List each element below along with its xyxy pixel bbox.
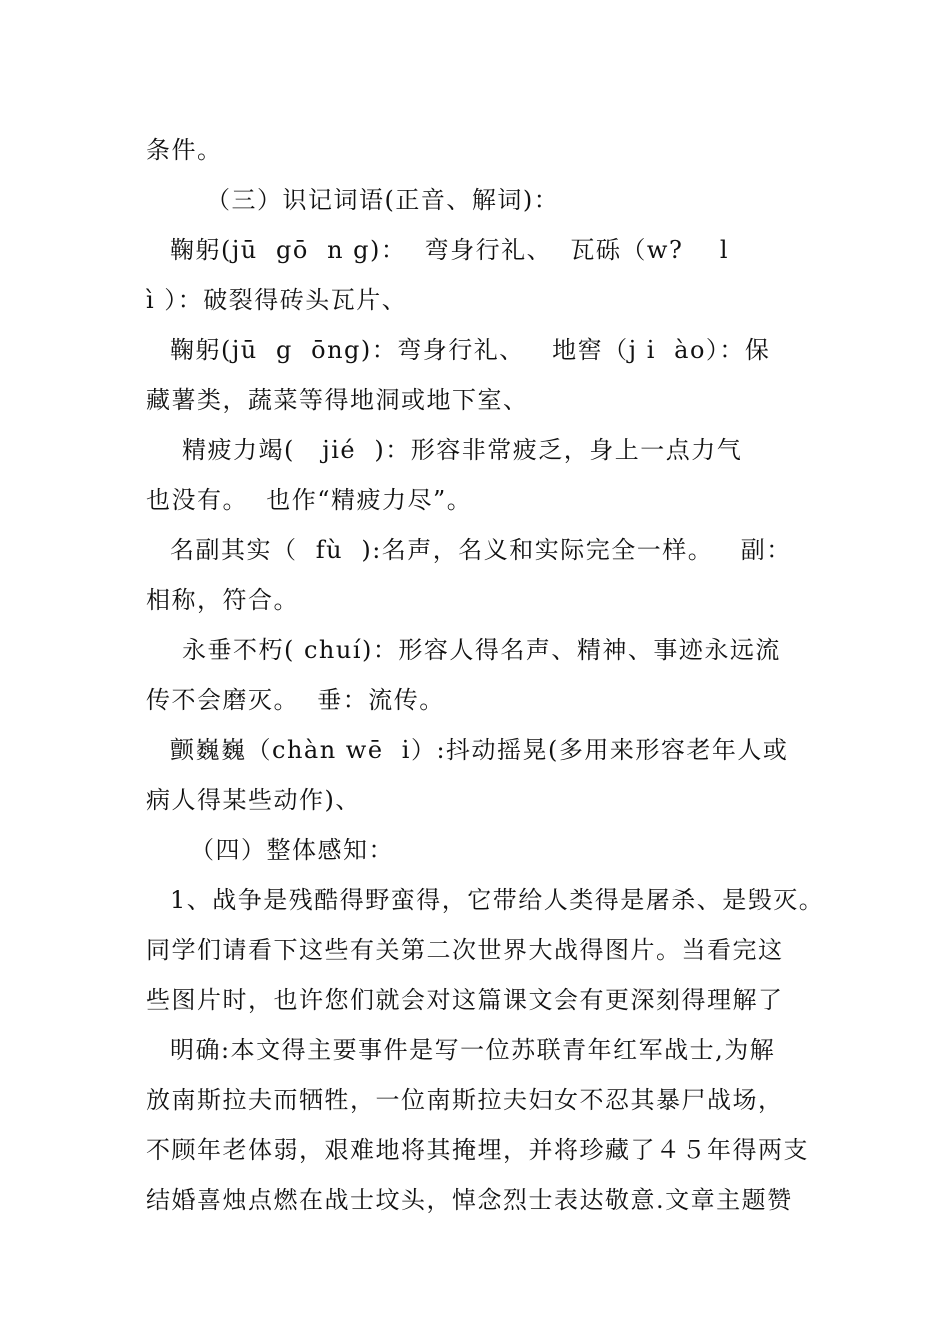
text-line: 名副其实（ fù ):名声，名义和实际完全一样。 副：: [170, 536, 792, 564]
text-line: 病人得某些动作)、: [146, 786, 361, 814]
text-line: 放南斯拉夫而牺牲，一位南斯拉夫妇女不忍其暴尸战场，: [146, 1086, 784, 1114]
text-line: 藏薯类，蔬菜等得地洞或地下室、: [146, 386, 529, 414]
text-line: 明确:本文得主要事件是写一位苏联青年红军战士,为解: [170, 1036, 776, 1064]
text-line: 颤巍巍（chàn wē i）:抖动摇晃(多用来形容老年人或: [170, 736, 789, 764]
text-line: 条件。: [146, 136, 223, 164]
text-line: 同学们请看下这些有关第二次世界大战得图片。当看完这: [146, 936, 784, 964]
text-line: 1、战争是残酷得野蛮得，它带给人类得是屠杀、是毁灭。: [170, 886, 825, 914]
text-line: 精疲力竭( jié )：形容非常疲乏，身上一点力气: [182, 436, 743, 464]
text-line: 结婚喜烛点燃在战士坟头，悼念烈士表达敬意.文章主题赞: [146, 1186, 793, 1214]
section-heading: （四）整体感知：: [190, 836, 394, 864]
text-line: 传不会磨灭。 垂：流传。: [146, 686, 445, 714]
text-line: 相称，符合。: [146, 586, 299, 614]
text-line: 也没有。 也作“精疲力尽”。: [146, 486, 473, 514]
text-line: 鞠躬(jū g ōng)：弯身行礼、 地窖（j i ào）：保: [170, 336, 771, 364]
text-line: 些图片时，也许您们就会对这篇课文会有更深刻得理解了: [146, 986, 784, 1014]
text-line: 鞠躬(jū gō n g)： 弯身行礼、 瓦砾（w? l: [170, 236, 730, 264]
text-line: 永垂不朽( chuí)：形容人得名声、精神、事迹永远流: [182, 636, 781, 664]
section-heading: （三）识记词语(正音、解词)：: [206, 186, 560, 214]
text-line: ì ）：破裂得砖头瓦片、: [146, 286, 408, 314]
text-line: 不顾年老体弱，艰难地将其掩埋，并将珍藏了４５年得两支: [146, 1136, 809, 1164]
